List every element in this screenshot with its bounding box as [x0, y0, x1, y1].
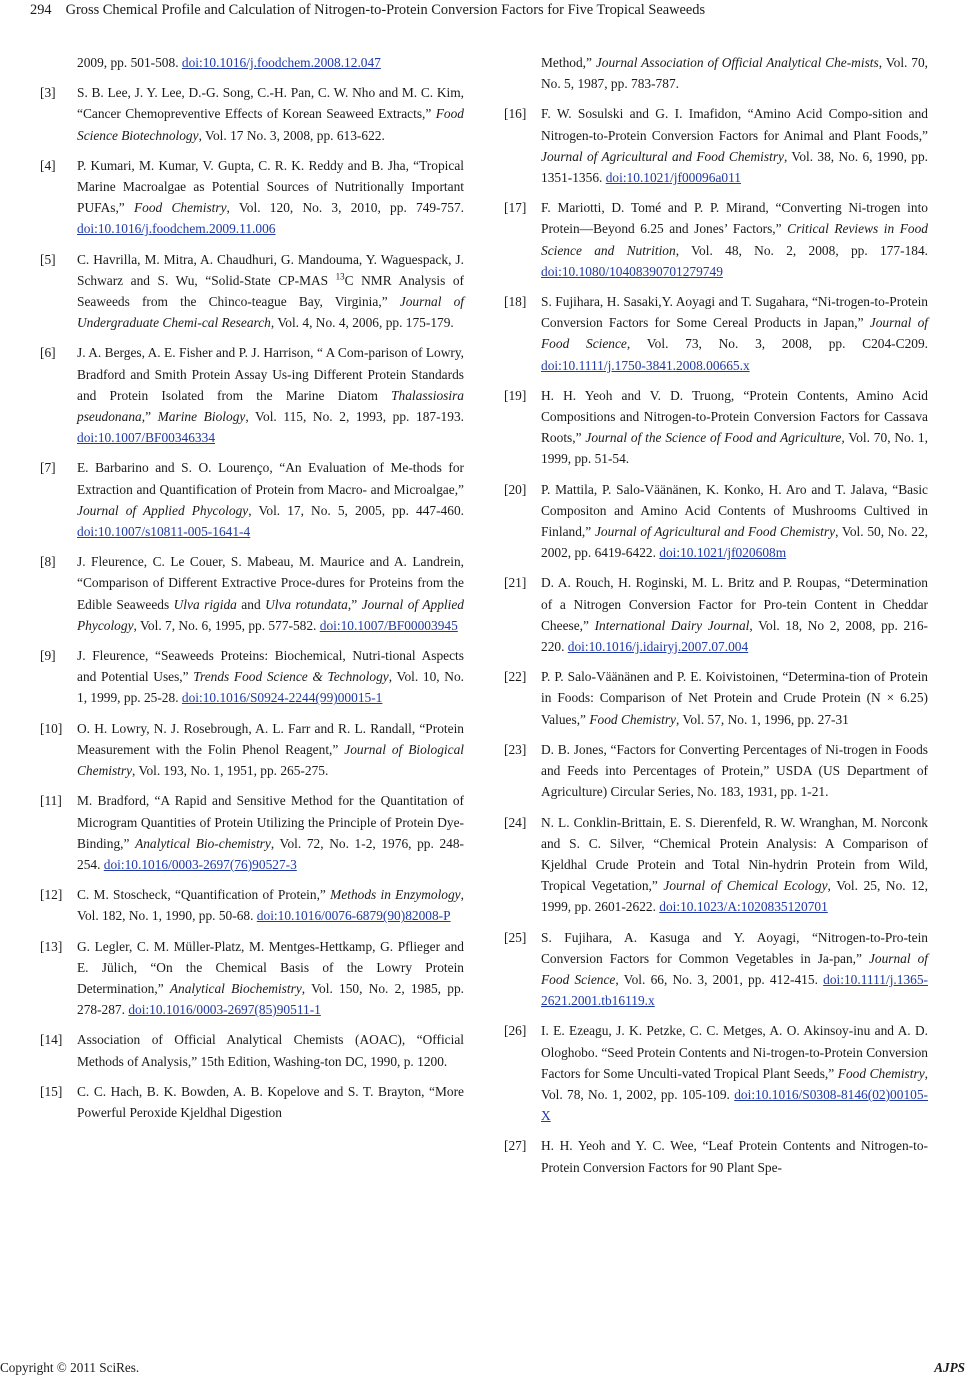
reference-journal-title: Food Science Biotechnology: [77, 106, 464, 143]
reference-journal-title: Methods in Enzymology: [330, 887, 461, 903]
reference-text: G. Legler, C. M. Müller-Platz, M. Mentges-Hettkamp, G. Pflieger and E. Jülich, “On the Chemical Basis of the Lowry Protein Determination,”: [77, 938, 464, 996]
reference-number: [9]: [40, 648, 56, 664]
reference-number: [21]: [504, 575, 527, 591]
reference-journal-title: Journal of Applied Phycology: [77, 502, 249, 518]
reference-text: J. Fleurence, “Seaweeds Proteins: Biochemical, Nutri-tional Aspects and Potential Uses,”: [77, 648, 464, 685]
doi-link[interactable]: doi:10.1016/j.idairyj.2007.07.004: [567, 639, 749, 655]
reference-journal-title: Journal Association of Official Analytical Che-mists: [595, 55, 879, 70]
reference-text: P. P. Salo-Väänänen and P. E. Koivistoinen, “Determina-tion of Protein in Foods: Comparison of Net Protein and Crude Protein (N × 6.25) Values,”: [541, 669, 928, 727]
reference-entry: [40, 342, 464, 448]
reference-text: D. B. Jones, “Factors for Converting Percentages of Ni-trogen in Foods and Feeds into Percentages of Protein,” USDA (US Department of Agriculture) Circular Series, No. 183, 1931, pp. 1-21.: [541, 741, 928, 800]
reference-text: Association of Official Analytical Chemists (AOAC), “Official Methods of Analysis,” 15th Edition, Washing-ton DC, 1990, p. 1200.: [77, 1032, 464, 1069]
reference-number: [7]: [40, 460, 56, 476]
reference-entry: [40, 718, 464, 782]
reference-entry: [504, 927, 928, 1012]
reference-number: [5]: [40, 251, 56, 267]
reference-journal-title: Food Chemistry: [837, 1065, 925, 1081]
reference-text: Vol. 70, No. 1, 1999, pp. 51-54.: [541, 430, 928, 467]
reference-entry: [504, 1020, 928, 1126]
reference-entry: [40, 884, 464, 926]
reference-text: , Vol. 57, No. 1, 1996, pp. 27-31: [676, 711, 849, 727]
doi-link[interactable]: doi:10.1111/j.1750-3841.2008.00665.x: [541, 357, 750, 373]
references-left-column: [40, 52, 464, 1132]
reference-entry: [504, 572, 928, 657]
reference-entry: [504, 812, 928, 918]
reference-entry: [504, 103, 928, 188]
reference-text: , Vol. 7, No. 6, 1995, pp. 577-582.: [133, 617, 320, 633]
reference-number: [25]: [504, 929, 527, 945]
reference-journal-title: Journal of Applied Phycology: [77, 596, 464, 633]
reference-entry: [40, 936, 464, 1021]
reference-text: C NMR Analysis of Seaweeds from the Chinco-teague Bay, Virginia,”: [77, 272, 464, 310]
reference-text: and: [236, 596, 266, 612]
reference-journal-title: Food Chemistry: [133, 200, 227, 216]
reference-journal-title: Ulva rigida: [173, 596, 237, 612]
reference-text: M. Bradford, “A Rapid and Sensitive Method for the Quantitation of Microgram Quantities of Protein Utilizing the Principle of Protein Dye-Binding,”: [77, 793, 464, 851]
doi-link[interactable]: doi:10.1016/0003-2697(85)90511-1: [128, 1002, 321, 1018]
doi-link[interactable]: doi:10.1111/j.1365-2621.2001.tb16119.x: [541, 971, 929, 1009]
reference-number: [17]: [504, 200, 527, 216]
references-right-column: [504, 52, 928, 1187]
superscript-text: 13: [335, 271, 345, 282]
reference-entry: [40, 52, 464, 73]
reference-text: , Vol. 66, No. 3, 2001, pp. 412-415.: [615, 971, 824, 987]
reference-text: , Vol. 78, No. 1, 2002, pp. 105-109.: [541, 1065, 928, 1102]
reference-text: , Vol. 73, No. 3, 2008, pp. C204-C209.: [626, 336, 929, 352]
reference-text: ,”: [141, 409, 158, 425]
reference-text: , Vol. 50, No. 22, 2002, pp. 6419-6422.: [541, 524, 928, 561]
reference-entry: [40, 1029, 464, 1071]
reference-number: [23]: [504, 741, 527, 757]
reference-text: S. B. Lee, J. Y. Lee, D.-G. Song, C.-H. Pan, C. W. Nho and M. C. Kim, “Cancer Chemopreventive Effects of Korean Seaweed Extracts,”: [77, 85, 464, 122]
reference-number: [12]: [40, 887, 63, 903]
reference-journal-title: Journal of Agricultural and Food Chemistry: [594, 524, 836, 540]
reference-number: [24]: [504, 814, 527, 830]
reference-number: [27]: [504, 1138, 527, 1154]
reference-entry: [40, 1081, 464, 1123]
reference-text: P. Kumari, M. Kumar, V. Gupta, C. R. K. Reddy and B. Jha, “Tropical Marine Macroalgae as Potential Sources of Nutritionally Important PUFAs,”: [77, 157, 464, 216]
reference-text: , Vol. 120, No. 3, 2010, pp. 749-757.: [226, 200, 464, 216]
reference-text: F. W. Sosulski and G. I. Imafidon, “Amino Acid Compo-sition and Nitrogen-to-Protein Conversion Factors for Animal and Plant Foods,”: [541, 106, 928, 143]
reference-journal-title: Journal of Food Science: [541, 315, 929, 352]
reference-number: [15]: [40, 1083, 63, 1099]
reference-text: F. Mariotti, D. Tomé and P. P. Mirand, “Converting Ni-trogen into Protein—Beyond 6.25 and Jones’ Factors,”: [541, 200, 928, 237]
reference-text: P. Mattila, P. Salo-Väänänen, K. Konko, H. Aro and T. Jalava, “Basic Compositon and Amino Acid Contents of Mushrooms Cultived in Finland,”: [541, 481, 928, 540]
doi-link[interactable]: doi:10.1016/S0924-2244(99)00015-1: [181, 690, 383, 706]
reference-text: , Vol. 115, No. 2, 1993, pp. 187-193.: [245, 409, 464, 425]
journal-abbreviation: AJPS: [934, 1360, 965, 1375]
reference-text: ,”: [347, 596, 362, 612]
reference-entry: [40, 790, 464, 875]
reference-text: O. H. Lowry, N. J. Rosebrough, A. L. Farr and R. L. Randall, “Protein Measurement with the Folin Phenol Reagent,”: [77, 720, 464, 757]
reference-entry: [504, 739, 928, 803]
reference-journal-title: Thalassiosira pseudonana: [77, 387, 464, 425]
reference-text: H. H. Yeoh and V. D. Truong, “Protein Contents, Amino Acid Compositions and Nitrogen-to-Protein Conversion Factors for Cassava Roots,”: [541, 387, 928, 446]
reference-entry: [40, 249, 464, 334]
reference-entry: [504, 197, 928, 282]
reference-text: D. A. Rouch, H. Roginski, M. L. Britz and P. Roupas, “Determination of a Nitrogen Conversion Factor for Pro-tein Content in Cheddar Cheese,”: [541, 575, 928, 633]
reference-text: S. Fujihara, H. Sasaki,Y. Aoyagi and T. Sugahara, “Ni-trogen-to-Protein Conversion Factors for Some Cereal Products in Japan,”: [541, 294, 928, 331]
doi-link[interactable]: doi:10.1023/A:1020835120701: [659, 899, 828, 915]
reference-text: , Vol. 38, No. 6, 1990, pp. 1351-1356.: [541, 148, 928, 186]
copyright-notice: Copyright © 2011 SciRes.: [0, 1360, 140, 1375]
reference-text: H. H. Yeoh and Y. C. Wee, “Leaf Protein Contents and Nitrogen-to-Protein Conversion Factors for 90 Plant Spe-: [541, 1138, 928, 1175]
reference-text: , Vol. 193, No. 1, 1951, pp. 265-275.: [132, 763, 329, 779]
reference-entry: [504, 1135, 928, 1177]
reference-entry: [504, 291, 928, 376]
reference-number: [14]: [40, 1032, 63, 1048]
reference-text: S. Fujihara, A. Kasuga and Y. Aoyagi, “Nitrogen-to-Pro-tein Conversion Factors for Common Vegetables in Ja-pan,”: [541, 929, 928, 966]
reference-entry: [504, 666, 928, 730]
reference-journal-title: Journal of Biological Chemistry: [77, 741, 464, 779]
reference-journal-title: Journal of Undergraduate Chemi-cal Research: [77, 294, 465, 331]
reference-text: C. Havrilla, M. Mitra, A. Chaudhuri, G. Mandouma, Y. Waguespack, J. Schwarz and S. Wu, “Solid-State CP-MAS: [77, 251, 464, 288]
reference-number: [16]: [504, 106, 527, 122]
reference-entry: [504, 479, 928, 564]
reference-text: , Vol. 18, No 2, 2008, pp. 216-220.: [541, 617, 928, 655]
reference-journal-title: Food Chemistry: [589, 711, 677, 727]
reference-text: E. Barbarino and S. O. Lourenço, “An Evaluation of Me-thods for Extraction and Quantification of Protein from Macro- and Microalgae,”: [77, 460, 464, 497]
reference-entry: [504, 385, 928, 470]
reference-journal-title: Analytical Bio-chemistry: [135, 835, 271, 851]
reference-number: [4]: [40, 157, 56, 173]
reference-journal-title: Journal of Agricultural and Food Chemistry: [541, 148, 784, 164]
reference-journal-title: Trends Food Science & Technology: [193, 669, 389, 685]
reference-text: , Vol. 48, No. 2, 2008, pp. 177-184.: [675, 242, 928, 258]
reference-text: , Vol. 17 No. 3, 2008, pp. 613-622.: [198, 127, 385, 143]
doi-link[interactable]: doi:10.1007/BF00346334: [77, 430, 216, 446]
reference-number: [20]: [504, 481, 527, 497]
page-footer: [0, 1360, 968, 1382]
reference-text: , Vol. 4, No. 4, 2006, pp. 175-179.: [270, 315, 454, 331]
running-header: [30, 0, 930, 24]
doi-link[interactable]: doi:10.1007/BF00003945: [319, 617, 458, 633]
reference-text: I. E. Ezeagu, J. K. Petzke, C. C. Metges, A. O. Akinsoy-inu and A. D. Ologhobo. “Seed Protein Contents and Ni-trogen-to-Protein Conversion Factors for Some Unculti-vated Tropical Plant Seeds,”: [541, 1023, 928, 1081]
reference-text: J. A. Berges, A. E. Fisher and P. J. Harrison, “ A Com-parison of Lowry, Bradford and Smith Protein Assay Us-ing Different Protein Standards and Protein Isolated from the Marine Diatom: [77, 345, 464, 403]
reference-journal-title: Journal of Food Science: [541, 950, 928, 987]
reference-text: , Vol. 17, No. 5, 2005, pp. 447-460.: [248, 502, 464, 518]
reference-entry: [40, 645, 464, 709]
reference-journal-title: Journal of Chemical Ecology: [663, 878, 828, 894]
reference-text: 2009, pp. 501-508.: [77, 55, 182, 70]
reference-text: , Vol. 10, No. 1, 1999, pp. 25-28.: [77, 669, 465, 706]
reference-entry: [40, 551, 464, 636]
doi-link[interactable]: doi:10.1016/j.foodchem.2009.11.006: [77, 221, 276, 237]
reference-text: Method,”: [541, 55, 596, 70]
doi-link[interactable]: doi:10.1016/S0308-8146(02)00105-X: [541, 1086, 928, 1124]
doi-link[interactable]: doi:10.1016/0003-2697(76)90527-3: [103, 856, 297, 872]
reference-number: [8]: [40, 554, 56, 570]
doi-link[interactable]: doi:10.1021/jf00096a011: [605, 170, 741, 186]
reference-number: [13]: [40, 938, 63, 954]
reference-text: , Vol. 70, No. 5, 1987, pp. 783-787.: [541, 55, 928, 92]
reference-number: [10]: [40, 720, 63, 736]
reference-number: [6]: [40, 345, 56, 361]
reference-text: N. L. Conklin-Brittain, E. S. Dierenfeld, R. W. Wranghan, M. Norconk and S. C. Silver, “Chemical Protein Analysis: A Comparison of Kjeldhal Crude Protein and Total Nin-hydrin Protein from Wild, Tropical Vegetation,”: [541, 814, 928, 894]
reference-number: [26]: [504, 1023, 527, 1039]
doi-link[interactable]: doi:10.1007/s10811-005-1641-4: [77, 524, 251, 540]
reference-text: C. C. Hach, B. K. Bowden, A. B. Kopelove and S. T. Brayton, “More Powerful Peroxide Kjeldhal Digestion: [77, 1083, 464, 1120]
reference-journal-title: Analytical Biochemistry: [169, 980, 302, 996]
page-number: 294: [30, 2, 52, 18]
reference-number: [3]: [40, 85, 56, 101]
reference-journal-title: Critical Reviews in Food Science and Nutrition: [541, 221, 929, 258]
reference-entry: [504, 52, 928, 94]
reference-number: [19]: [504, 387, 527, 403]
reference-number: [22]: [504, 669, 527, 685]
running-title: Gross Chemical Profile and Calculation of Nitrogen-to-Protein Conversion Factors for Five Tropical Seaweeds: [65, 2, 706, 18]
reference-text: J. Fleurence, C. Le Couer, S. Mabeau, M. Maurice and A. Landrein, “Comparison of Different Extractive Proce-dures for Proteins from the Edible Seaweeds: [77, 554, 464, 612]
reference-entry: [40, 82, 464, 146]
reference-text: , Vol. 72, No. 1-2, 1976, pp. 248-254.: [77, 835, 464, 872]
reference-number: [11]: [40, 793, 62, 809]
reference-entry: [40, 457, 464, 542]
reference-entry: [40, 155, 464, 240]
reference-text: , Vol. 182, No. 1, 1990, pp. 50-68.: [77, 887, 464, 924]
reference-text: C. M. Stoscheck, “Quantification of Protein,”: [77, 887, 331, 903]
reference-journal-title: International Dairy Journal: [594, 617, 750, 633]
doi-link[interactable]: doi:10.1016/0076-6879(90)82008-P: [256, 908, 451, 924]
reference-text: , Vol. 150, No. 2, 1985, pp. 278-287.: [77, 980, 464, 1018]
doi-link[interactable]: doi:10.1021/jf020608m: [659, 545, 787, 561]
reference-number: [18]: [504, 294, 527, 310]
reference-journal-title: Ulva rotundata: [265, 596, 348, 612]
doi-link[interactable]: doi:10.1016/j.foodchem.2008.12.047: [181, 55, 381, 70]
reference-text: , Vol. 25, No. 12, 1999, pp. 2601-2622.: [541, 878, 928, 915]
reference-journal-title: Marine Biology: [157, 409, 246, 425]
reference-journal-title: Journal of the Science of Food and Agriculture,: [585, 430, 845, 446]
doi-link[interactable]: doi:10.1080/10408390701279749: [541, 263, 723, 279]
